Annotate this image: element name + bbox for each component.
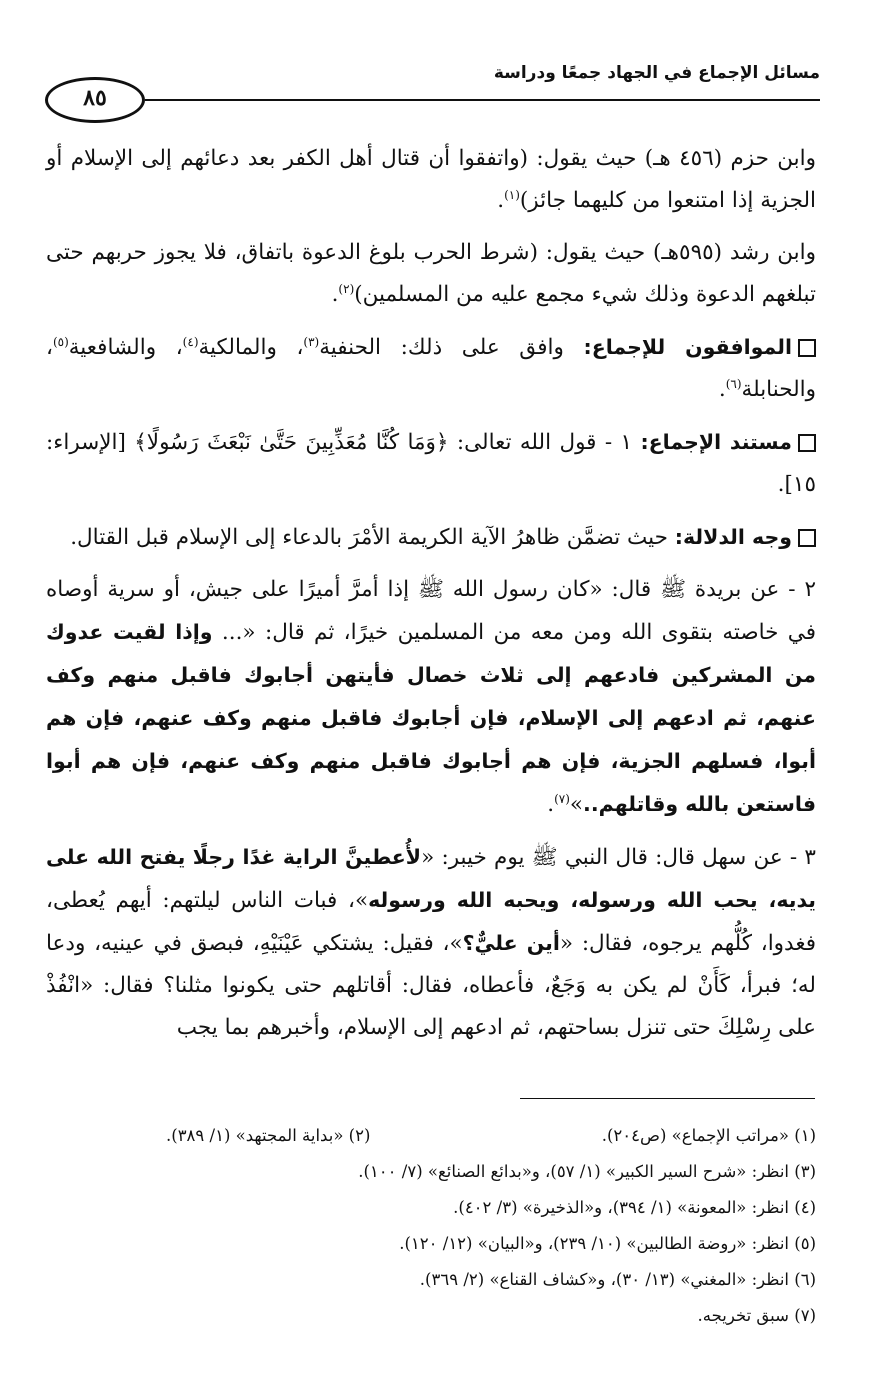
footnote-ref[interactable]: (٦) (725, 376, 742, 391)
paragraph-text: » (569, 792, 584, 817)
paragraph-text: حيث تضمَّن ظاهرُ الآية الكريمة الأمْرَ بالدعاء إلى الإسلام قبل القتال. (70, 525, 675, 550)
footnote-1: (١) «مراتب الإجماع» (ص٢٠٤). (601, 1126, 816, 1145)
paragraph-ibn-hazm (46, 138, 816, 222)
hadith-text: وإذا لقيت عدوك من المشركين فادعهم إلى ثلاث خصال فأيتهن أجابوك فاقبل منهم وكف عنهم، ثم ادعهم إلى الإسلام، فإن أجابوك فاقبل منهم وكف عنهم، فإن هم أبوا، فسلهم الجزية، فإن هم أجابوك فاقبل منهم وكف عنهم، فإن هم أبوا فاستعن بالله وقاتلهم.. (46, 620, 816, 816)
header-divider (145, 99, 820, 101)
section-label: الموافقون للإجماع: (583, 335, 792, 359)
footnote-divider (520, 1098, 815, 1099)
paragraph-end: . (497, 188, 505, 213)
footnote-4: (٤) انظر: «المعونة» (١/ ٣٩٤)، و«الذخيرة» (٣/ ٤٠٢). (453, 1198, 816, 1217)
paragraph-text: وابن رشد (٥٩٥هـ) حيث يقول: (شرط الحرب بلوغ الدعوة باتفاق، فلا يجوز حربهم حتى تبلغهم الدعوة وذلك شيء مجمع عليه من المسلمين) (46, 240, 816, 307)
paragraph-hadith-buraydah (46, 569, 816, 826)
paragraph-text: وافق على ذلك: الحنفية (319, 335, 584, 360)
footnote-2: (٢) «بداية المجتهد» (١/ ٣٨٩). (166, 1126, 371, 1145)
footnote-ref[interactable]: (٢) (338, 281, 355, 296)
footnote-ref[interactable]: (١) (504, 187, 520, 202)
footnote-5: (٥) انظر: «روضة الطالبين» (١٠/ ٢٣٩)، و«البيان» (١٢/ ١٢٠). (399, 1234, 816, 1253)
footnote-3: (٣) انظر: «شرح السير الكبير» (١/ ٥٧)، و«بدائع الصنائع» (٧/ ١٠٠). (358, 1162, 816, 1181)
footnote-ref[interactable]: (٣) (303, 334, 320, 349)
paragraph-text: »، فبات الناس ليلتهم: أيهم يُعطى، فغدوا، كُلُّهم يرجوه، فقال: « (46, 888, 816, 956)
paragraph-text: ٢ - عن بريدة ﷺ قال: «كان رسول الله ﷺ إذا أمرَّ أميرًا على جيش، أو سرية أوصاه في خاصته بتقوى الله ومن معه من المسلمين خيرًا، ثم قال: «... (46, 577, 816, 645)
footnote-ref[interactable]: (٥) (52, 334, 69, 349)
section-label: مستند الإجماع: (640, 430, 792, 454)
hadith-text: لأُعطينَّ الراية غدًا رجلًا يفتح الله على يديه، يحب الله ورسوله، ويحبه الله ورسوله (46, 845, 816, 912)
paragraph-text: ، والمالكية (198, 335, 304, 360)
paragraph-end: . (547, 792, 555, 817)
footnote-ref[interactable]: (٤) (182, 334, 199, 349)
paragraph-text: ، والحنابلة (46, 335, 816, 402)
paragraph-evidence (46, 516, 816, 559)
page-body (46, 138, 816, 1059)
page-header (45, 55, 820, 115)
paragraph-text: ٣ - عن سهل قال: قال النبي ﷺ يوم خيبر: « (421, 845, 816, 870)
paragraph-text: ١ - قول الله تعالى: ﴿وَمَا كُنَّا مُعَذِّبِينَ حَتَّىٰ نَبْعَثَ رَسُولًا﴾ [الإسراء: ١٥]. (46, 430, 816, 497)
paragraph-ibn-rushd (46, 232, 816, 316)
footnote-row (46, 1118, 816, 1154)
page-number: ٨٥ (83, 85, 107, 111)
square-bullet-icon (798, 529, 816, 547)
paragraph-agreeing (46, 326, 816, 411)
running-title: مسائل الإجماع في الجهاد جمعًا ودراسة (493, 63, 820, 83)
section-label: وجه الدلالة: (674, 525, 792, 549)
footnote-7: (٧) سبق تخريجه. (697, 1306, 816, 1325)
paragraph-end: . (718, 377, 726, 402)
footnotes (46, 1118, 816, 1334)
paragraph-hadith-sahl (46, 836, 816, 1049)
paragraph-text: وابن حزم (٤٥٦ هـ) حيث يقول: (واتفقوا أن قتال أهل الكفر بعد دعائهم إلى الإسلام أو الجزية إذا امتنعوا من كليهما جائز) (46, 146, 816, 213)
square-bullet-icon (798, 339, 816, 357)
footnote-ref[interactable]: (٧) (554, 791, 570, 806)
paragraph-text: »، فقيل: يشتكي عَيْنَيْهِ، فبصق في عينيه، ودعا له؛ فبرأ، كَأَنْ لم يكن به وَجَعٌ، فأعطاه، فقال: أقاتلهم حتى يكونوا مثلنا؟ فقال: «انْفُذْ على رِسْلِكَ حتى تنزل بساحتهم، ثم ادعهم إلى الإسلام، وأخبرهم بما يجب (46, 931, 816, 1040)
paragraph-text: ، والشافعية (68, 335, 183, 360)
paragraph-basis (46, 421, 816, 506)
hadith-text: أين عليٌّ؟ (462, 931, 560, 955)
footnote-6: (٦) انظر: «المغني» (١٣/ ٣٠)، و«كشاف القناع» (٢/ ٣٦٩). (419, 1270, 816, 1289)
paragraph-end: . (331, 282, 339, 307)
square-bullet-icon (798, 434, 816, 452)
